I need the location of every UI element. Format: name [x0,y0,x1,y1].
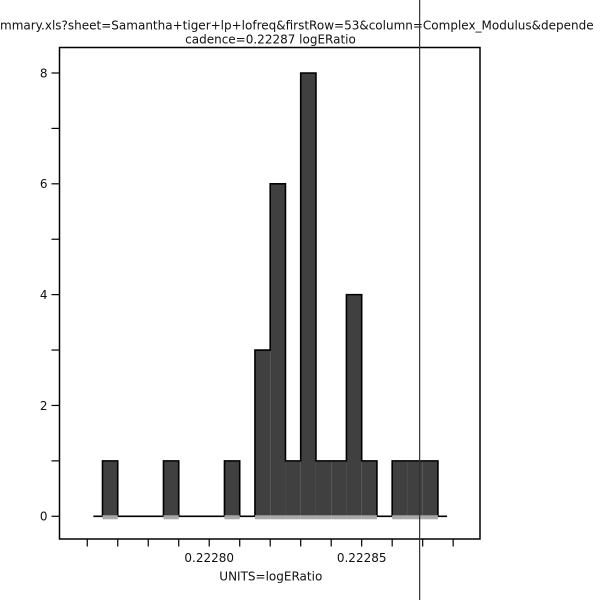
bars-layer [93,73,447,519]
histogram-bar [301,73,316,516]
x-tick-label: 0.22280 [184,551,235,565]
histogram-bar [423,461,438,516]
histogram-bar [346,295,361,517]
histogram-bar-base [102,515,117,519]
y-tick-label: 8 [39,66,48,81]
y-tick-label: 2 [39,398,48,413]
histogram-bar-base [224,515,239,519]
histogram-bar-base [285,515,300,519]
histogram-bar-base [270,515,285,519]
histogram-bar [362,461,377,516]
chart-title-line1: mmary.xls?sheet=Samantha+tiger+lp+lofreq&firstRow=53&column=Complex_Modulus&depende [0,18,594,33]
histogram-bar-base [255,515,270,519]
histogram-bar-base [301,515,316,519]
histogram-bar [316,461,331,516]
histogram-bar-base [316,515,331,519]
y-tick-label: 6 [39,177,48,192]
y-tick-label: 0 [39,509,48,524]
histogram-bar-base [407,515,422,519]
histogram-bar [392,461,407,516]
x-axis-label: UNITS=logERatio [219,569,323,584]
histogram-bar-base [423,515,438,519]
histogram-bar [224,461,239,516]
histogram-bar-base [362,515,377,519]
histogram-bar-base [392,515,407,519]
histogram-bar-base [331,515,346,519]
histogram-bar-base [163,515,178,519]
histogram-bar-base [346,515,361,519]
histogram-bar [163,461,178,516]
histogram-bar [285,461,300,516]
histogram-bar [407,461,422,516]
histogram-bar [270,184,285,516]
histogram-bar [102,461,117,516]
x-tick-label: 0.22285 [336,551,387,565]
histogram-bar [255,350,270,516]
histogram-bar [331,461,346,516]
y-tick-label: 4 [39,287,48,302]
chart-title-line2: cadence=0.22287 logERatio [185,32,356,47]
